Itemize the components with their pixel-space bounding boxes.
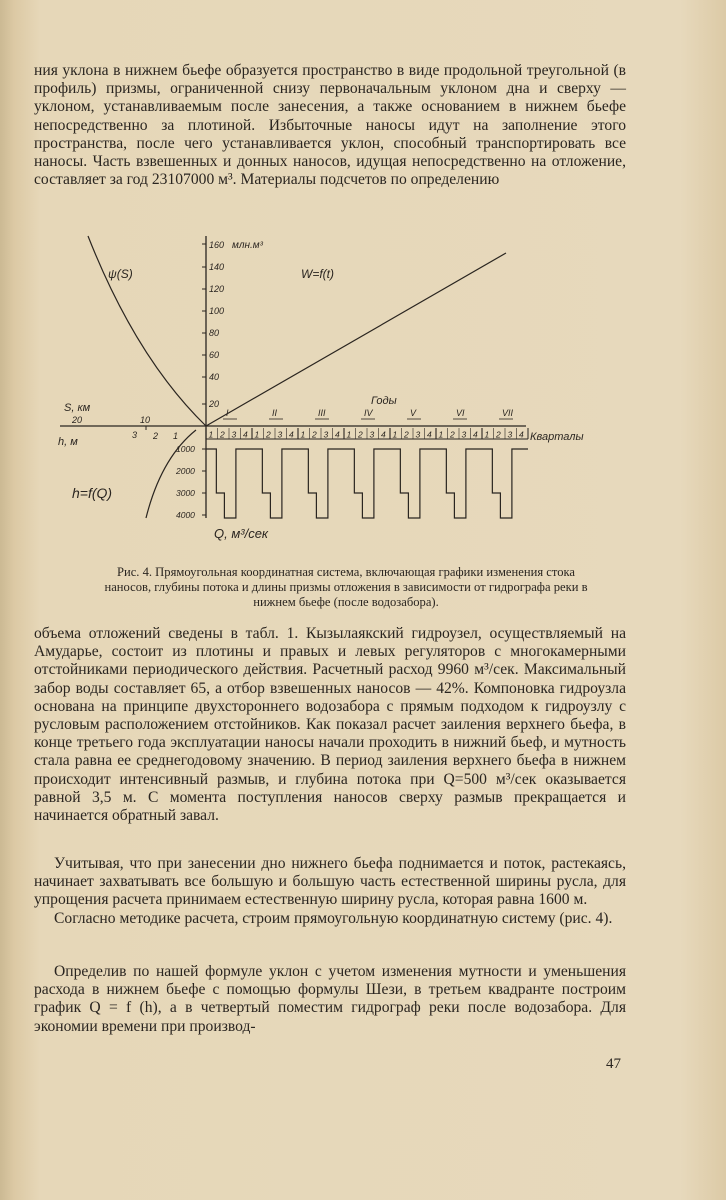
label-s: S, км bbox=[64, 402, 91, 414]
y-tick-160: 160 bbox=[209, 240, 225, 250]
paragraph-5: Определив по нашей формуле уклон с учетом изменения мутности и уменьшения расхода в нижнем бьефе с помощью формулы Шези, в третьем квадранте построим график Q = f (h), а в четвертый поместим гидрограф реки после водозабора. Для экономии времени при производ- bbox=[34, 963, 626, 1035]
q-tick-3000: 3000 bbox=[176, 488, 195, 498]
quarter-label: 4 bbox=[427, 429, 432, 440]
y-axis-unit: млн.м³ bbox=[232, 240, 263, 251]
quarter-label: 3 bbox=[415, 429, 421, 440]
quarter-label: 3 bbox=[231, 429, 237, 440]
page-number: 47 bbox=[606, 1056, 621, 1072]
quarter-label: 2 bbox=[404, 429, 409, 440]
y-tick-140: 140 bbox=[209, 262, 225, 272]
paragraph-1: ния уклона в нижнем бьефе образуется пространство в виде продольной треугольной (в профиль) призмы, ограниченной снизу первоначальным уклоном дна и сверху — уклоном, устанавливаемым после занесения, а также основанием в нижнем бьефе непосредственно за плотиной. Избыточные наносы идут на заполнение этого пространства, после чего устанавливается уклон, способный транспортировать все наносы. Часть взвешенных и донных наносов, идущая непосредственно на отложение, составляет за год 23107000 м³. Материалы подсчетов по определению bbox=[34, 62, 626, 189]
quarter-label: 2 bbox=[358, 429, 363, 440]
w-line bbox=[206, 253, 506, 426]
quarter-label: 1 bbox=[484, 429, 490, 440]
label-h: h, м bbox=[58, 436, 78, 448]
quarter-label: 1 bbox=[300, 429, 306, 440]
q-tick-1000: 1000 bbox=[176, 444, 195, 454]
quarter-label: 2 bbox=[266, 429, 271, 440]
quarter-label: 3 bbox=[277, 429, 283, 440]
quarter-label: 3 bbox=[323, 429, 329, 440]
quarter-label: 4 bbox=[243, 429, 248, 440]
year-label: VII bbox=[502, 408, 514, 418]
label-quarters: Кварталы bbox=[530, 431, 584, 443]
label-years: Годы bbox=[371, 395, 397, 407]
quarter-label: 3 bbox=[461, 429, 467, 440]
y-tick-100: 100 bbox=[209, 306, 225, 316]
quarter-label: 2 bbox=[220, 429, 225, 440]
quarter-label: 1 bbox=[438, 429, 444, 440]
quarter-label: 4 bbox=[335, 429, 340, 440]
y-tick-60: 60 bbox=[209, 350, 220, 360]
hydrograph bbox=[206, 449, 528, 518]
label-psi: ψ(S) bbox=[108, 267, 133, 281]
quarter-label: 2 bbox=[450, 429, 455, 440]
quarter-label: 3 bbox=[507, 429, 513, 440]
y-tick-40: 40 bbox=[209, 372, 220, 382]
quarter-label: 2 bbox=[312, 429, 317, 440]
quarter-label: 1 bbox=[346, 429, 352, 440]
h-tick-1: 1 bbox=[173, 431, 179, 441]
quarter-label: 2 bbox=[496, 429, 501, 440]
label-q: Q, м³/сек bbox=[214, 526, 269, 541]
year-label: I bbox=[226, 408, 229, 418]
quarter-label: 4 bbox=[381, 429, 386, 440]
quarter-label: 4 bbox=[519, 429, 524, 440]
quarter-label: 1 bbox=[208, 429, 214, 440]
y-tick-80: 80 bbox=[209, 328, 220, 338]
paragraph-2: объема отложений сведены в табл. 1. Кызылаякский гидроузел, осуществляемый на Амударье, состоит из плотины и правых и левых регуляторов с многокамерными отстойниками периодического действия. Расчетный расход 9960 м³/сек. Максимальный забор воды составляет 65, а отбор взвешенных наносов — 42%. Компоновка гидроузла основана на принципе двухстороннего водозабора с прямым подходом к гидроузлу с русловым расположением отстойников. Как показал расчет заиления верхнего бьефа, в конце третьего года эксплуатации наносы начали проходить в нижний бьеф, и мутность стала равна ее среднегодовому значению. В период заиления верхнего бьефа в нижнем происходит интенсивный размыв, и глубина потока при Q=500 м³/сек оказывается равной 3,5 м. С момента поступления наносов сверху размыв прекращается и начинается обратный завал. bbox=[34, 625, 626, 825]
year-label: V bbox=[410, 408, 417, 418]
h-tick-2: 2 bbox=[153, 431, 159, 441]
y-tick-120: 120 bbox=[209, 284, 225, 294]
year-label: III bbox=[318, 408, 326, 418]
s-tick-10: 10 bbox=[140, 415, 151, 425]
year-label: II bbox=[272, 408, 278, 418]
quarter-label: 4 bbox=[289, 429, 294, 440]
q-tick-2000: 2000 bbox=[176, 466, 195, 476]
year-label: IV bbox=[364, 408, 373, 418]
quarter-label: 3 bbox=[369, 429, 375, 440]
quarter-label: 4 bbox=[473, 429, 478, 440]
quarter-grid bbox=[206, 408, 528, 440]
h-tick-3: 3 bbox=[132, 430, 138, 440]
label-w: W=f(t) bbox=[301, 267, 334, 281]
quarter-label: 1 bbox=[254, 429, 260, 440]
s-tick-20: 20 bbox=[72, 415, 83, 425]
paragraph-4: Согласно методике расчета, строим прямоугольную координатную систему (рис. 4). bbox=[54, 910, 613, 927]
year-label: VI bbox=[456, 408, 465, 418]
paragraph-3: Учитывая, что при занесении дно нижнего бьефа поднимается и поток, растекаясь, начинает захватывать все большую и большую часть естественной ширины русла, для упрощения расчета принимаем естественную ширину русла, которая равна 1600 м. bbox=[34, 855, 626, 909]
psi-curve bbox=[88, 236, 206, 426]
label-hq: h=f(Q) bbox=[72, 485, 113, 501]
figure-caption: Рис. 4. Прямоугольная координатная система, включающая графики изменения стока наносов, глубины потока и длины призмы отложения в зависимости от гидрографа реки в нижнем бьефе (после водозабора). bbox=[104, 565, 588, 609]
figure-4 bbox=[36, 218, 636, 558]
q-tick-4000: 4000 bbox=[176, 510, 195, 520]
quarter-label: 1 bbox=[392, 429, 398, 440]
y-tick-20: 20 bbox=[209, 399, 220, 409]
